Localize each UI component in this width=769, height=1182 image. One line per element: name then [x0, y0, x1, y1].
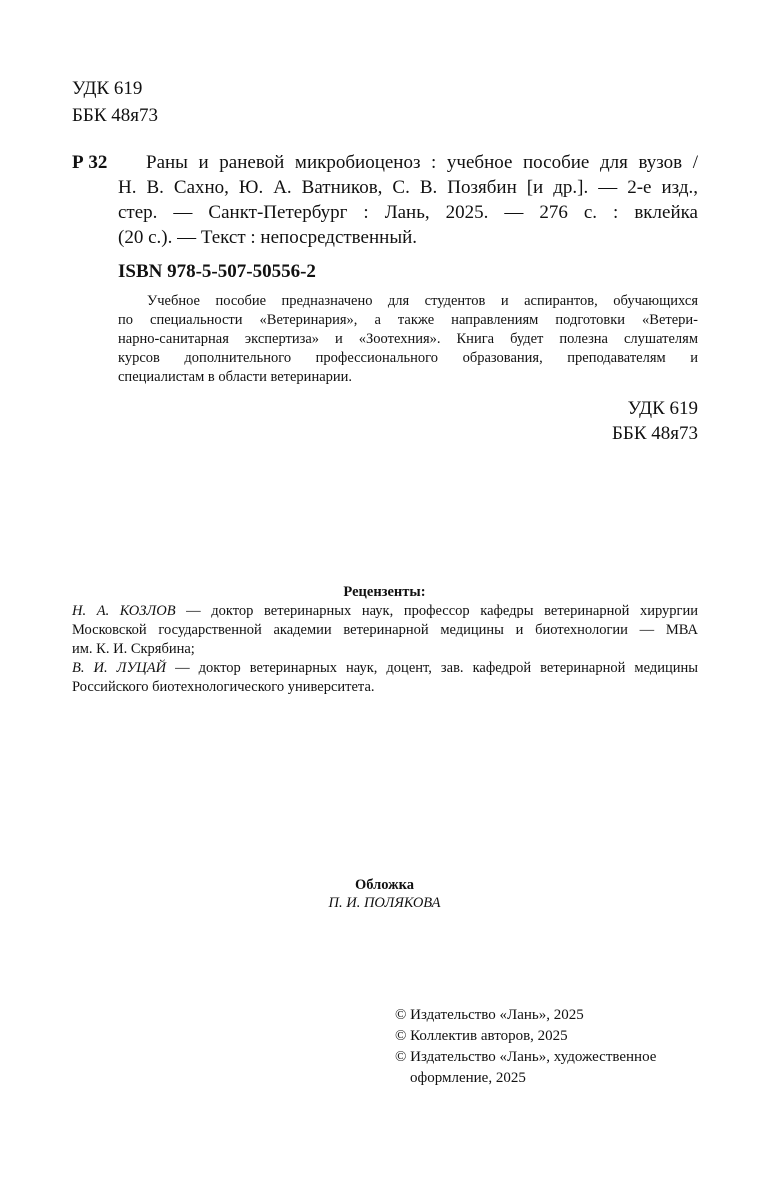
cover-designer: П. И. ПОЛЯКОВА — [328, 895, 441, 911]
reviewers-heading: Рецензенты: — [343, 584, 426, 600]
bbk-bottom: ББК 48я73 — [612, 423, 698, 444]
bib-line-1: Раны и раневой микробиоценоз : учебное пособие для вузов / — [146, 152, 698, 173]
bbk-top: ББК 48я73 — [72, 105, 158, 126]
reviewer-2-name: В. И. ЛУЦАЙ — [72, 660, 167, 676]
udk-top: УДК 619 — [72, 78, 143, 99]
isbn: ISBN 978-5-507-50556-2 — [118, 261, 316, 282]
reviewer-1-line-2: Московской государственной академии ветеринарной медицины и биотехнологии — МВА — [72, 622, 698, 638]
annotation-line-5: специалистам в области ветеринарии. — [118, 369, 353, 385]
reviewer-1-text: — доктор ветеринарных наук, профессор кафедры ветеринарной хирургии — [175, 603, 698, 619]
reviewer-2-text: — доктор ветеринарных наук, доцент, зав. кафедрой ветеринарной медицины — [166, 660, 698, 676]
bib-line-2: Н. В. Сахно, Ю. А. Ватников, С. В. Позябин [и др.]. — 2-е изд., — [118, 177, 698, 198]
bib-record — [118, 150, 698, 250]
udk-bottom: УДК 619 — [627, 398, 698, 419]
annotation-line-1: Учебное пособие предназначено для студентов и аспирантов, обучающихся — [147, 293, 698, 309]
annotation — [118, 292, 698, 387]
author-mark: Р 32 — [72, 152, 108, 173]
reviewer-1-line-1 — [72, 602, 698, 621]
copyright-design-cont: оформление, 2025 — [410, 1070, 526, 1086]
annotation-line-2: по специальности «Ветеринария», а также направлениям подготовки «Ветери- — [118, 312, 698, 328]
reviewers-block — [72, 602, 698, 697]
bib-line-3: стер. — Санкт-Петербург : Лань, 2025. — 276 с. : вклейка — [118, 202, 698, 223]
annotation-line-4: курсов дополнительного профессионального образования, преподавателям и — [118, 350, 698, 366]
reviewer-1-line-3: им. К. И. Скрябина; — [72, 641, 195, 657]
copyright-block — [395, 1005, 656, 1089]
copyright-authors: © Коллектив авторов, 2025 — [395, 1028, 568, 1044]
cover-heading: Обложка — [354, 877, 415, 893]
reviewer-2-line-2: Российского биотехнологического университета. — [72, 679, 375, 695]
reviewer-2-line-1 — [72, 659, 698, 678]
copyright-publisher: © Издательство «Лань», 2025 — [395, 1007, 584, 1023]
annotation-line-3: нарно-санитарная экспертиза» и «Зоотехния». Книга будет полезна слушателям — [118, 331, 698, 347]
copyright-design: © Издательство «Лань», художественное — [395, 1049, 657, 1065]
reviewer-1-name: Н. А. КОЗЛОВ — [72, 603, 176, 619]
bib-line-4: (20 с.). — Текст : непосредственный. — [118, 227, 417, 248]
